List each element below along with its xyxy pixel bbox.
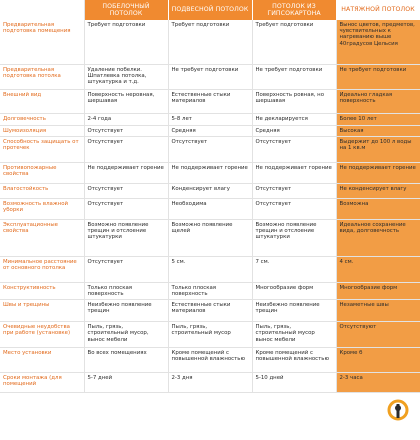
table-row xyxy=(0,89,420,113)
table-cell: Не требует подготовки xyxy=(168,64,252,89)
table-body xyxy=(0,20,420,393)
row-label: Возможность влажной уборки xyxy=(0,198,84,219)
table-cell: Не требует подготовки xyxy=(252,64,336,89)
table-cell: Отсутствует xyxy=(84,256,168,282)
row-label: Конструктивность xyxy=(0,282,84,299)
stretch-ceiling-cell: Не конденсирует влагу xyxy=(336,183,420,198)
stretch-ceiling-cell: Не поддерживает горение xyxy=(336,162,420,183)
table-cell: Многообразие форм xyxy=(252,282,336,299)
table-cell: Конденсирует влагу xyxy=(168,183,252,198)
row-label: Способность защищать от протечек xyxy=(0,136,84,162)
stretch-ceiling-cell: Идеально гладкая поверхность xyxy=(336,89,420,113)
header-corner xyxy=(0,0,84,20)
row-label: Сроки монтажа (для помещений xyxy=(0,373,84,393)
stretch-ceiling-cell: Отсутствуют xyxy=(336,322,420,348)
table-cell: Не поддерживает горение xyxy=(168,162,252,183)
table-cell: Неизбежно появление трещин xyxy=(252,300,336,322)
header-stretch: НАТЯЖНОЙ ПОТОЛОК xyxy=(336,0,420,20)
table-cell: Пыль, грязь, строительный мусор xyxy=(168,322,252,348)
stretch-ceiling-cell: Многообразие форм xyxy=(336,282,420,299)
table-cell: Удаление побелки. Шпатлевка потолка, штукатурка и т.д. xyxy=(84,64,168,89)
row-label: Противопожарные свойства xyxy=(0,162,84,183)
table-cell: Отсутствует xyxy=(252,136,336,162)
table-row xyxy=(0,20,420,64)
table-cell: Средняя xyxy=(168,125,252,136)
table-cell: Возможно появление щелей xyxy=(168,219,252,256)
table-cell: Отсутствует xyxy=(252,183,336,198)
row-label: Долговечность xyxy=(0,113,84,125)
table-cell: 2-4 года xyxy=(84,113,168,125)
stretch-ceiling-cell: 4 см. xyxy=(336,256,420,282)
table-cell: Пыль, грязь, строительный мусор, вынос мебели xyxy=(84,322,168,348)
table-cell: Не декларируется xyxy=(252,113,336,125)
table-cell: Поверхность ровная, но шершавая xyxy=(252,89,336,113)
table-cell: Требует подготовки xyxy=(252,20,336,64)
stretch-ceiling-cell: Возможна xyxy=(336,198,420,219)
row-label: Швы и трещины xyxy=(0,300,84,322)
table-cell: Во всех помещениях xyxy=(84,348,168,373)
table-row xyxy=(0,113,420,125)
table-cell: Естественные стыки материалов xyxy=(168,89,252,113)
table-cell: Возможно появление трещин и отслоение штукатурки xyxy=(252,219,336,256)
table-row xyxy=(0,348,420,373)
row-label: Влагостойкость xyxy=(0,183,84,198)
table-row xyxy=(0,282,420,299)
table-cell: Кроме помещений с повышенной влажностью xyxy=(252,348,336,373)
table-cell: Неизбежно появление трещин xyxy=(84,300,168,322)
stretch-ceiling-cell: Вынос цветов, предметов, чувствительных к нагреванию выше 40градусов Цельсия xyxy=(336,20,420,64)
table-cell: Возможно появление трещин и отслоение штукатурки xyxy=(84,219,168,256)
table-cell: Требует подготовки xyxy=(84,20,168,64)
table-cell: Кроме помещений с повышенной влажностью xyxy=(168,348,252,373)
table-cell: Необходима xyxy=(168,198,252,219)
table-row xyxy=(0,125,420,136)
stretch-ceiling-cell: Выдержит до 100 л воды на 1 кв.м xyxy=(336,136,420,162)
table-cell: Только плоская поверхность xyxy=(168,282,252,299)
logo-icon xyxy=(386,398,410,422)
row-label: Очевидные неудобства при работе (установке) xyxy=(0,322,84,348)
row-label: Эксплуатационные свойства xyxy=(0,219,84,256)
table-cell: 5-10 дней xyxy=(252,373,336,393)
table-cell: Отсутствует xyxy=(84,198,168,219)
table-cell: Отсутствует xyxy=(84,125,168,136)
stretch-ceiling-cell: Идеальное сохранение вида, долговечность xyxy=(336,219,420,256)
table-cell: Отсутствует xyxy=(84,183,168,198)
table-row xyxy=(0,300,420,322)
stretch-ceiling-cell: Не требует подготовки xyxy=(336,64,420,89)
row-label: Предварительная подготовка потолка xyxy=(0,64,84,89)
stretch-ceiling-cell: 2-3 часа xyxy=(336,373,420,393)
table-row xyxy=(0,162,420,183)
header-drywall: ПОТОЛОК ИЗ ГИПСОКАРТОНА xyxy=(252,0,336,20)
header-whitewash: ПОБЕЛОЧНЫЙ ПОТОЛОК xyxy=(84,0,168,20)
row-label: Место установки xyxy=(0,348,84,373)
table-cell: 5 см. xyxy=(168,256,252,282)
table-cell: Не поддерживает горение xyxy=(84,162,168,183)
table-cell: 7 см. xyxy=(252,256,336,282)
table-row xyxy=(0,373,420,393)
table-cell: Естественные стыки материалов xyxy=(168,300,252,322)
table-cell: 5-7 дней xyxy=(84,373,168,393)
table-cell: Поверхность неровная, шершавая xyxy=(84,89,168,113)
table-cell: Требует подготовки xyxy=(168,20,252,64)
row-label: Внешний вид xyxy=(0,89,84,113)
table-cell: Только плоская поверхность xyxy=(84,282,168,299)
table-cell: 5-8 лет xyxy=(168,113,252,125)
header-row xyxy=(0,0,420,20)
stretch-ceiling-cell: Кроме б xyxy=(336,348,420,373)
table-row xyxy=(0,219,420,256)
table-row xyxy=(0,198,420,219)
table-row xyxy=(0,64,420,89)
table-row xyxy=(0,322,420,348)
table-row xyxy=(0,183,420,198)
header-suspended: ПОДВЕСНОЙ ПОТОЛОК xyxy=(168,0,252,20)
table-cell: Отсутствует xyxy=(168,136,252,162)
stretch-ceiling-cell: Незаметные швы xyxy=(336,300,420,322)
stretch-ceiling-cell: Более 10 лет xyxy=(336,113,420,125)
table-cell: Средняя xyxy=(252,125,336,136)
table-cell: Не поддерживает горение xyxy=(252,162,336,183)
table-cell: Отсутствует xyxy=(252,198,336,219)
table-row xyxy=(0,136,420,162)
table-cell: Отсутствует xyxy=(84,136,168,162)
stretch-ceiling-cell: Высокая xyxy=(336,125,420,136)
row-label: Минимальное расстояние от основного потолка xyxy=(0,256,84,282)
table-row xyxy=(0,256,420,282)
row-label: Предварительная подготовка помещения xyxy=(0,20,84,64)
row-label: Шумоизоляция xyxy=(0,125,84,136)
table-cell: 2-3 дня xyxy=(168,373,252,393)
table-cell: Пыль, грязь, строительный мусор вынос мебели xyxy=(252,322,336,348)
